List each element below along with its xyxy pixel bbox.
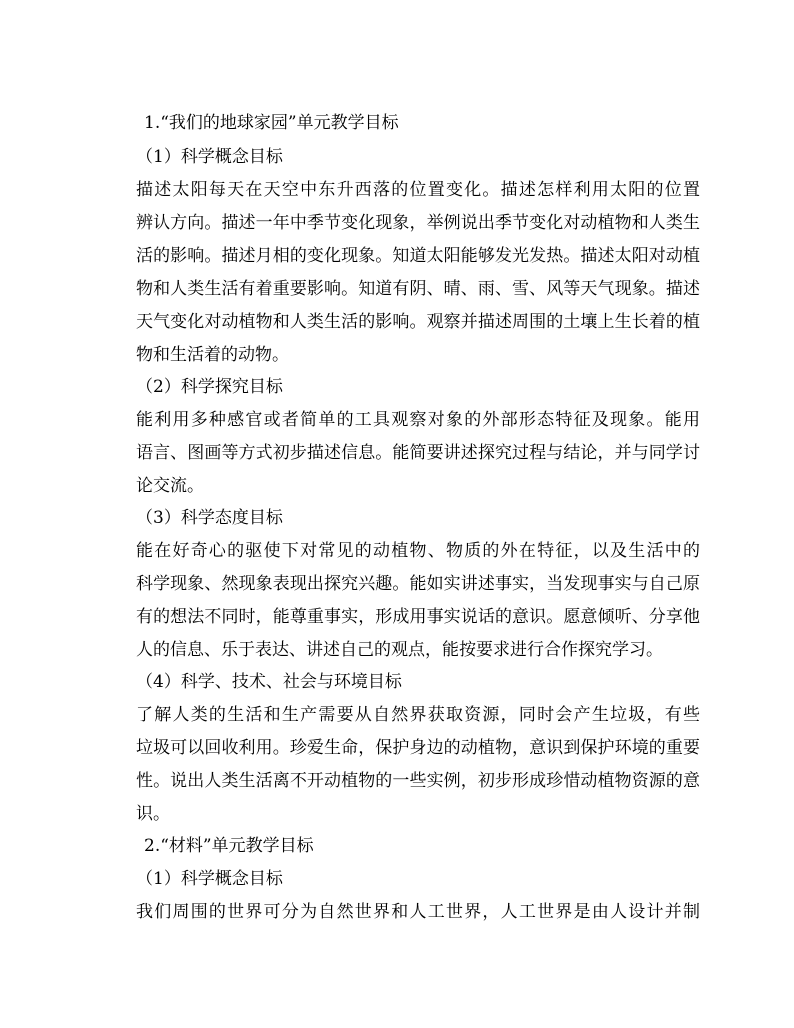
paragraph-line: 辨认方向。描述一年中季节变化现象，举例说出季节变化对动植物和人类生 [136, 213, 700, 233]
paragraph-line: 我们周围的世界可分为自然世界和人工世界，人工世界是由人设计并制 [136, 902, 700, 922]
paragraph-line: 天气变化对动植物和人类生活的影响。观察并描述周围的土壤上生长着的植 [136, 312, 700, 332]
subheading-concept-2: （1）科学概念目标 [136, 869, 283, 889]
paragraph-line: 活的影响。描述月相的变化现象。知道太阳能够发光发热。描述太阳对动植 [136, 246, 700, 266]
paragraph-line: 有的想法不同时，能尊重事实，形成用事实说话的意识。愿意倾听、分享他 [136, 607, 700, 627]
section-heading-2: 2.“材料”单元教学目标 [144, 836, 314, 856]
paragraph-line: 语言、图画等方式初步描述信息。能简要讲述探究过程与结论，并与同学讨 [136, 443, 700, 463]
subheading-stse: （4）科学、技术、社会与环境目标 [136, 672, 402, 692]
paragraph-line: 垃圾可以回收利用。珍爱生命，保护身边的动植物，意识到保护环境的重要 [136, 738, 700, 758]
subheading-attitude: （3）科学态度目标 [136, 508, 283, 528]
paragraph-line: 描述太阳每天在天空中东升西落的位置变化。描述怎样利用太阳的位置 [136, 180, 700, 200]
paragraph-line: 能在好奇心的驱使下对常见的动植物、物质的外在特征，以及生活中的 [136, 541, 700, 561]
subheading-concept: （1）科学概念目标 [136, 147, 283, 167]
paragraph-line: 了解人类的生活和生产需要从自然界获取资源，同时会产生垃圾，有些 [136, 705, 700, 725]
paragraph-line: 识。 [136, 804, 170, 824]
paragraph-line: 物和人类生活有着重要影响。知道有阴、晴、雨、雪、风等天气现象。描述 [136, 279, 700, 299]
paragraph-line: 科学现象、然现象表现出探究兴趣。能如实讲述事实，当发现事实与自己原 [136, 574, 700, 594]
paragraph-line: 能利用多种感官或者简单的工具观察对象的外部形态特征及现象。能用 [136, 410, 700, 430]
section-heading-1: 1.“我们的地球家园”单元教学目标 [144, 113, 399, 133]
subheading-inquiry: （2）科学探究目标 [136, 377, 283, 397]
paragraph-line: 物和生活着的动物。 [136, 345, 289, 365]
paragraph-line: 论交流。 [136, 476, 204, 496]
paragraph-line: 性。说出人类生活离不开动植物的一些实例，初步形成珍惜动植物资源的意 [136, 771, 700, 791]
paragraph-line: 人的信息、乐于表达、讲述自己的观点，能按要求进行合作探究学习。 [136, 640, 663, 660]
